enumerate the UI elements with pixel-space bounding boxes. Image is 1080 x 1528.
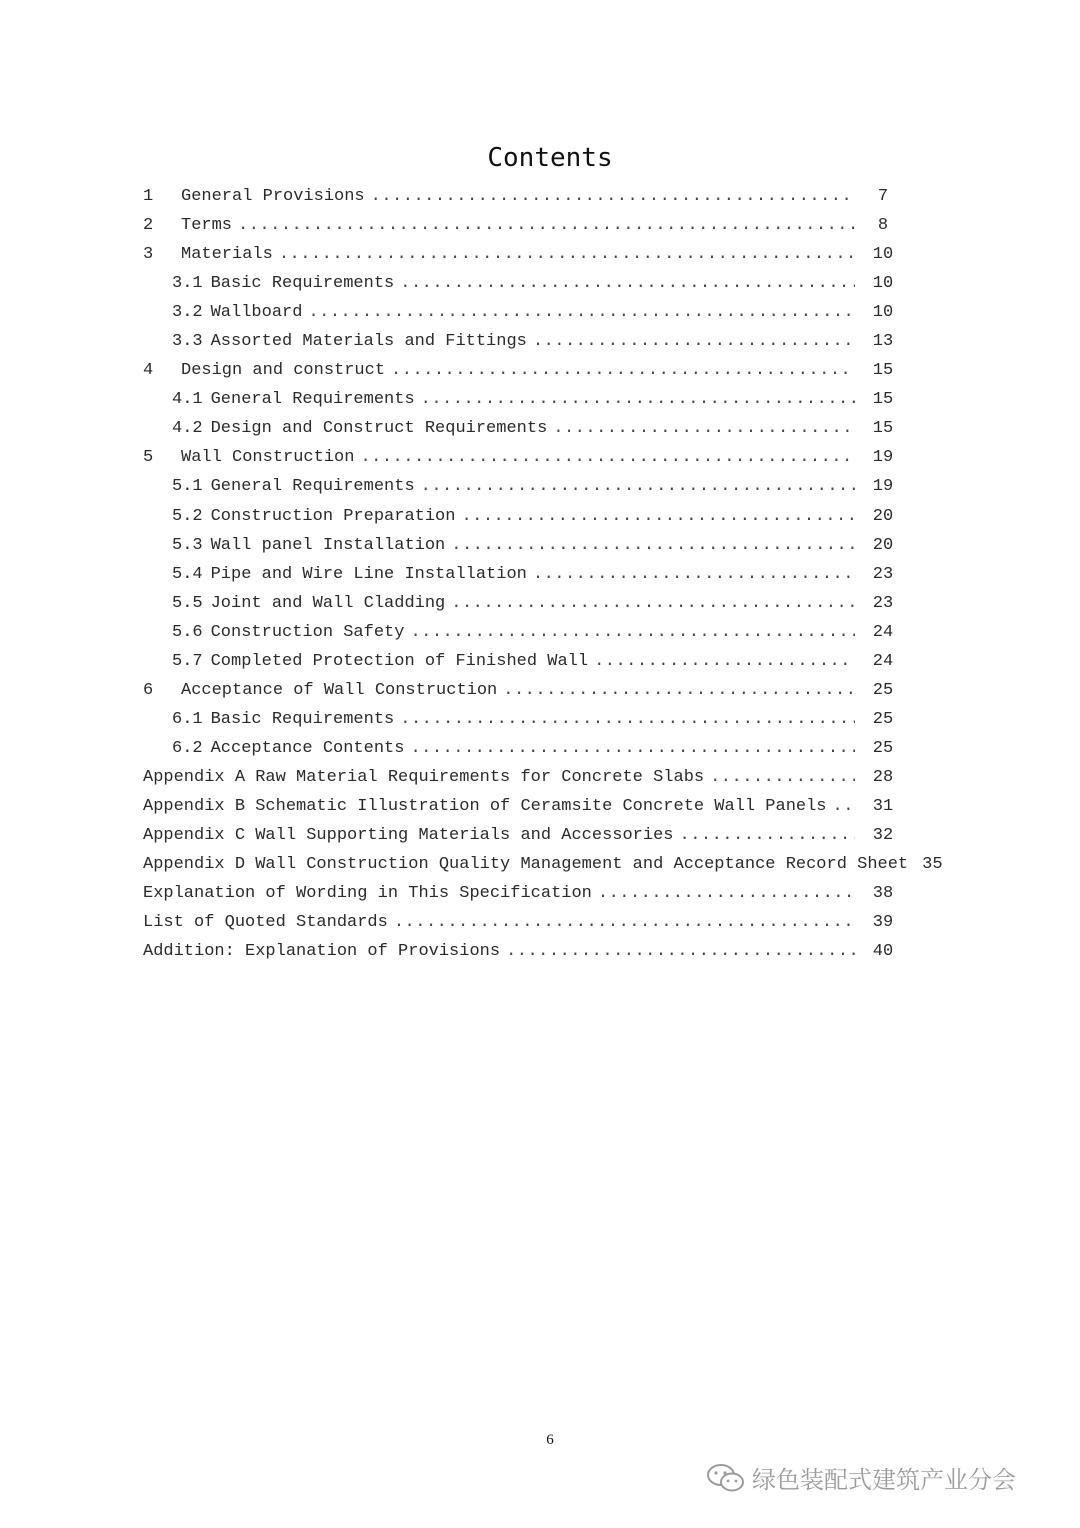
leader-dots — [421, 477, 855, 496]
entry-number: 6 — [143, 680, 154, 700]
entry-number: 5.5 — [172, 593, 203, 613]
page-number: 6 — [546, 1432, 554, 1448]
leader-dots — [598, 884, 855, 903]
watermark-text: 绿色装配式建筑产业分会 — [752, 1466, 1016, 1494]
leader-dots — [503, 681, 855, 700]
entry-text: Acceptance Contents — [210, 738, 405, 758]
entry-number: 3.2 — [172, 303, 203, 323]
entry-page: 15 — [872, 361, 894, 381]
toc-entry[interactable] — [143, 502, 903, 531]
entry-page: 23 — [872, 564, 894, 584]
entry-text: Design and construct — [181, 361, 386, 381]
entry-text: Appendix C Wall Supporting Materials and Accessories — [143, 826, 674, 846]
leader-dots — [506, 942, 855, 961]
toc-entry[interactable] — [143, 705, 903, 734]
toc-entry[interactable] — [143, 269, 903, 298]
entry-text: Appendix B Schematic Illustration of Ceramsite Concrete Wall Panels — [143, 797, 827, 816]
toc-entry[interactable] — [143, 385, 903, 414]
toc-entry[interactable] — [143, 240, 903, 269]
leader-dots — [371, 187, 855, 206]
entry-page: 23 — [872, 593, 894, 613]
entry-page: 15 — [872, 390, 894, 410]
toc-entry[interactable] — [143, 850, 943, 879]
leader-dots — [394, 913, 855, 932]
entry-number: 2 — [143, 216, 154, 236]
entry-text: Assorted Materials and Fittings — [210, 332, 527, 352]
toc-entry[interactable] — [143, 298, 903, 327]
entry-text: Appendix D Wall Construction Quality Management and Acceptance Record Sheet — [143, 855, 909, 875]
leader-dots — [400, 274, 855, 293]
entry-page: 7 — [877, 187, 889, 207]
entry-number: 5 — [143, 448, 154, 468]
entry-page: 24 — [872, 651, 894, 671]
leader-dots — [533, 565, 855, 584]
entry-text: Basic Requirements — [210, 274, 395, 294]
entry-number: 1 — [143, 187, 154, 207]
entry-page: 20 — [872, 506, 894, 526]
toc-entry[interactable] — [143, 763, 903, 792]
entry-text: Joint and Wall Cladding — [210, 593, 446, 613]
entry-text: Pipe and Wire Line Installation — [210, 564, 527, 584]
toc-entry[interactable] — [143, 618, 903, 647]
entry-number: 5.1 — [172, 477, 203, 497]
page-title: Contents — [487, 143, 613, 173]
leader-dots — [710, 768, 855, 787]
entry-number: 5.2 — [172, 506, 203, 526]
entry-number: 4.1 — [172, 390, 203, 410]
table-of-contents — [143, 182, 943, 966]
leader-dots — [238, 216, 855, 235]
entry-text: Addition: Explanation of Provisions — [143, 942, 501, 962]
toc-entry[interactable] — [143, 414, 903, 443]
entry-text: Wallboard — [210, 303, 303, 323]
entry-page: 31 — [872, 797, 894, 816]
entry-number: 5.7 — [172, 651, 203, 671]
entry-text: Construction Safety — [210, 622, 405, 642]
entry-page: 10 — [872, 303, 894, 323]
entry-page: 8 — [877, 216, 889, 236]
toc-entry[interactable] — [143, 443, 903, 472]
entry-text: Completed Protection of Finished Wall — [210, 651, 589, 671]
leader-dots — [308, 303, 855, 322]
entry-number: 5.3 — [172, 535, 203, 555]
toc-entry[interactable] — [143, 792, 903, 821]
leader-dots — [680, 826, 856, 845]
entry-page: 25 — [872, 738, 894, 758]
leader-dots — [833, 797, 855, 816]
toc-entry[interactable] — [143, 472, 903, 501]
entry-text: General Provisions — [181, 187, 365, 207]
leader-dots — [461, 507, 855, 526]
leader-dots — [360, 448, 855, 467]
entry-page: 10 — [872, 245, 894, 265]
entry-number: 4.2 — [172, 419, 203, 439]
entry-page: 35 — [922, 855, 943, 875]
entry-text: Terms — [181, 216, 233, 236]
entry-page: 25 — [872, 680, 894, 700]
entry-text: General Requirements — [210, 390, 415, 410]
entry-text: Basic Requirements — [210, 709, 395, 729]
entry-page: 20 — [872, 535, 894, 555]
entry-page: 25 — [872, 709, 894, 729]
entry-page: 28 — [872, 767, 894, 787]
entry-text: Acceptance of Wall Construction — [181, 680, 498, 700]
leader-dots — [594, 652, 855, 671]
entry-number: 3 — [143, 245, 154, 265]
entry-page: 15 — [872, 419, 894, 439]
entry-number: 3.3 — [172, 332, 203, 352]
leader-dots — [421, 390, 855, 409]
entry-text: Wall Construction — [181, 448, 355, 468]
entry-page: 19 — [872, 477, 894, 497]
leader-dots — [553, 419, 855, 438]
entry-number: 3.1 — [172, 274, 203, 294]
wechat-icon — [706, 1462, 746, 1494]
toc-entry[interactable] — [143, 211, 903, 240]
entry-number: 6.1 — [172, 709, 203, 729]
entry-number: 5.6 — [172, 622, 203, 642]
entry-page: 10 — [872, 274, 894, 294]
toc-entry[interactable] — [143, 327, 903, 356]
leader-dots — [400, 710, 855, 729]
toc-entry[interactable] — [143, 531, 903, 560]
entry-text: Materials — [181, 245, 273, 265]
toc-entry[interactable] — [143, 879, 903, 908]
leader-dots — [451, 594, 855, 613]
toc-entry[interactable] — [143, 734, 903, 763]
entry-text: List of Quoted Standards — [143, 913, 388, 933]
watermark — [706, 1460, 1016, 1495]
toc-entry[interactable] — [143, 589, 903, 618]
entry-page: 19 — [872, 448, 894, 468]
leader-dots — [451, 536, 855, 555]
entry-page: 32 — [872, 826, 894, 846]
entry-text: Wall panel Installation — [210, 535, 446, 555]
toc-entry[interactable] — [143, 560, 903, 589]
leader-dots — [410, 623, 855, 642]
entry-text: Appendix A Raw Material Requirements for Concrete Slabs — [143, 767, 705, 787]
entry-number: 6.2 — [172, 738, 203, 758]
entry-page: 38 — [872, 884, 894, 904]
entry-text: General Requirements — [210, 477, 415, 497]
leader-dots — [410, 739, 855, 758]
toc-entry[interactable] — [143, 182, 903, 211]
entry-text: Explanation of Wording in This Specification — [143, 884, 592, 904]
toc-entry[interactable] — [143, 676, 903, 705]
leader-dots — [391, 361, 855, 380]
entry-page: 13 — [872, 332, 894, 352]
entry-page: 24 — [872, 622, 894, 642]
toc-entry[interactable] — [143, 821, 903, 850]
entry-page: 39 — [872, 913, 894, 933]
toc-entry[interactable] — [143, 356, 903, 385]
leader-dots — [279, 245, 855, 264]
toc-entry[interactable] — [143, 937, 903, 966]
entry-text: Design and Construct Requirements — [210, 419, 548, 439]
entry-number: 5.4 — [172, 564, 203, 584]
entry-page: 40 — [872, 942, 894, 962]
entry-number: 4 — [143, 361, 154, 381]
entry-text: Construction Preparation — [210, 506, 456, 526]
toc-entry[interactable] — [143, 647, 903, 676]
leader-dots — [533, 332, 855, 351]
toc-entry[interactable] — [143, 908, 903, 937]
